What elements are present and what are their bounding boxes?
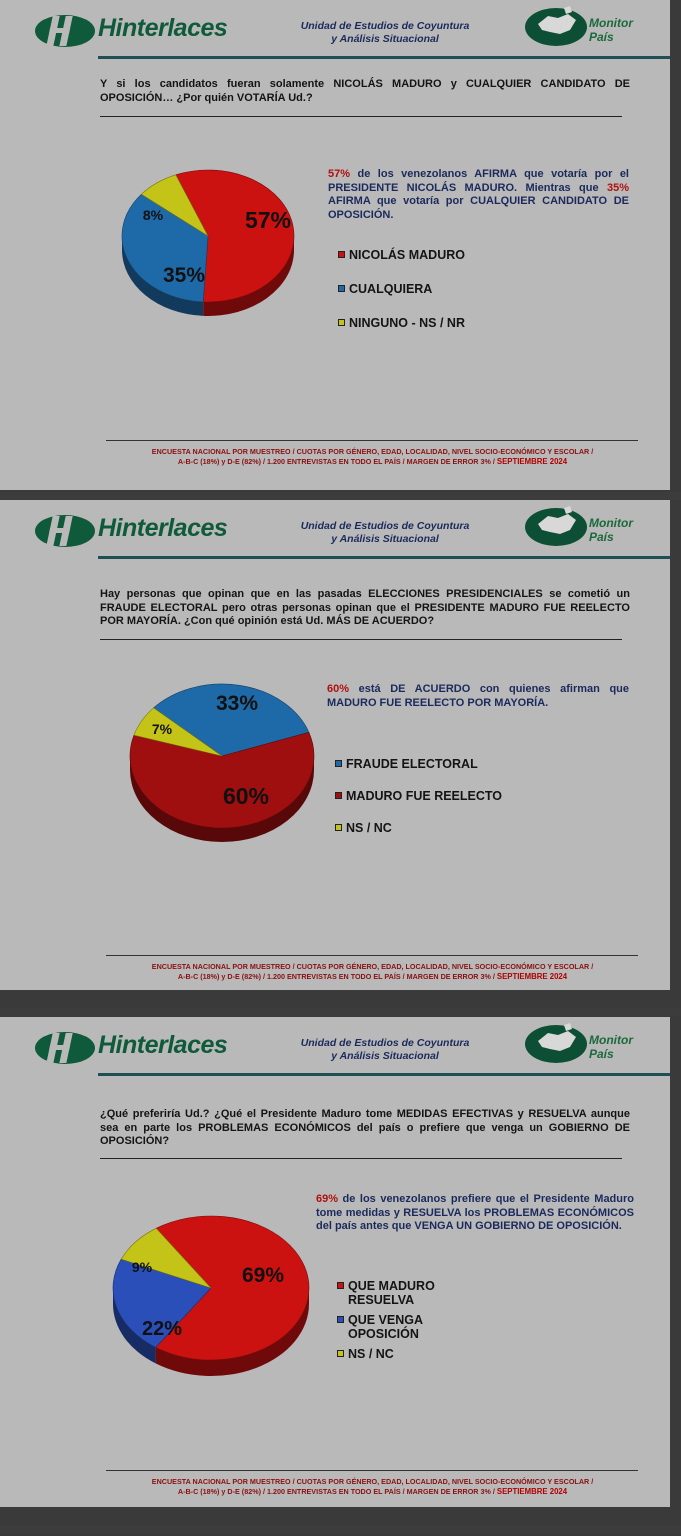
legend-swatch xyxy=(335,760,342,767)
legend-item: NINGUNO - NS / NR xyxy=(338,316,498,330)
brand-name: Hinterlaces xyxy=(98,514,228,542)
slide-3 xyxy=(0,1017,670,1507)
brand-name: Hinterlaces xyxy=(98,14,228,42)
question: ¿Qué preferiría Ud.? ¿Qué el Presidente Maduro tome MEDIDAS EFECTIVAS y RESUELVA aunque sea en parte los PROBLEMAS ECONÓMICOS del país o prefiere que venga un GOBIERNO DE OPOSICIÓN? xyxy=(100,1108,630,1147)
legend-swatch xyxy=(338,285,345,292)
pie-chart xyxy=(107,1192,317,1380)
unit-title: Unidad de Estudios de Coyuntura y Análisis Situacional xyxy=(300,520,470,545)
footer: ENCUESTA NACIONAL POR MUESTREO / CUOTAS POR GÉNERO, EDAD, LOCALIDAD, NIVEL SOCIO-ECONÓMICO Y ESCOLAR / A-B-C (18%) y D-E (82%) / 1.200 ENTREVISTAS EN TODO EL PAÍS / MARGEN DE ERROR 3% / SEPTIEMBRE 2024 xyxy=(151,962,594,981)
legend-swatch xyxy=(337,1350,344,1357)
question: Y si los candidatos fueran solamente NICOLÁS MADURO y CUALQUIER CANDIDATO DE OPOSICIÓN… ¿Por quién VOTARÍA Ud.? xyxy=(100,78,630,104)
pie-data-label: 9% xyxy=(131,1259,153,1275)
legend xyxy=(335,757,525,835)
legend-item: NS / NC xyxy=(335,821,525,835)
unit-title: Unidad de Estudios de Coyuntura y Análisis Situacional xyxy=(300,1037,470,1062)
legend-item: CUALQUIERA xyxy=(338,282,498,296)
finding-note: 57% de los venezolanos AFIRMA que votaría por el PRESIDENTE NICOLÁS MADURO. Mientras que 35% AFIRMA que votaría por CUALQUIER CANDIDATO DE OPOSICIÓN. xyxy=(328,168,629,221)
slide-separator xyxy=(0,1525,681,1533)
legend-item: FRAUDE ELECTORAL xyxy=(335,757,525,771)
footer: ENCUESTA NACIONAL POR MUESTREO / CUOTAS POR GÉNERO, EDAD, LOCALIDAD, NIVEL SOCIO-ECONÓMICO Y ESCOLAR / A-B-C (18%) y D-E (82%) / 1.200 ENTREVISTAS EN TODO EL PAÍS / MARGEN DE ERROR 3% / SEPTIEMBRE 2024 xyxy=(151,1477,594,1496)
unit-title: Unidad de Estudios de Coyuntura y Análisis Situacional xyxy=(300,20,470,45)
legend-swatch xyxy=(337,1282,344,1289)
hinterlaces-logo-icon xyxy=(34,510,96,550)
legend-swatch xyxy=(335,824,342,831)
monitor-pais-logo-icon xyxy=(524,1021,588,1065)
header-rule xyxy=(98,556,670,559)
legend xyxy=(337,1279,447,1361)
slide-2 xyxy=(0,500,670,990)
header-rule xyxy=(98,1073,670,1076)
slide-separator xyxy=(0,1008,681,1016)
footer-rule xyxy=(106,440,638,441)
pie-chart xyxy=(124,674,322,852)
legend-item: MADURO FUE REELECTO xyxy=(335,789,525,803)
footer: ENCUESTA NACIONAL POR MUESTREO / CUOTAS POR GÉNERO, EDAD, LOCALIDAD, NIVEL SOCIO-ECONÓMICO Y ESCOLAR / A-B-C (18%) y D-E (82%) / 1.200 ENTREVISTAS EN TODO EL PAÍS / MARGEN DE ERROR 3% / SEPTIEMBRE 2024 xyxy=(151,447,594,466)
legend xyxy=(338,248,498,330)
pie-data-label: 35% xyxy=(162,264,206,287)
pie-data-label: 57% xyxy=(244,207,292,233)
question-underline xyxy=(100,1158,622,1159)
footer-rule xyxy=(106,955,638,956)
header xyxy=(0,500,670,564)
brand-name: Hinterlaces xyxy=(98,1031,228,1059)
legend-item: QUE MADURO RESUELVA xyxy=(337,1279,447,1307)
question-underline xyxy=(100,639,622,640)
footer-rule xyxy=(106,1470,638,1471)
pie-data-label: 69% xyxy=(241,1264,285,1287)
finding-note: 60% está DE ACUERDO con quienes afirman que MADURO FUE REELECTO POR MAYORÍA. xyxy=(327,683,629,709)
finding-note: 69% de los venezolanos prefiere que el Presidente Maduro tome medidas y RESUELVA los PROBLEMAS ECONÓMICOS del país antes que VENGA UN GOBIERNO DE OPOSICIÓN. xyxy=(316,1193,634,1232)
monitor-pais-logo-icon xyxy=(524,504,588,548)
header-rule xyxy=(98,56,670,59)
pie-data-label: 22% xyxy=(141,1318,183,1340)
pie-chart xyxy=(118,158,298,333)
legend-swatch xyxy=(335,792,342,799)
legend-item: NS / NC xyxy=(337,1347,447,1361)
question: Hay personas que opinan que en las pasadas ELECCIONES PRESIDENCIALES se cometió un FRAUDE ELECTORAL pero otras personas opinan que el PRESIDENTE MADURO FUE REELECTO POR MAYORÍA. ¿Con qué opinión está Ud. MÁS DE ACUERDO? xyxy=(100,588,630,627)
legend-item: QUE VENGA OPOSICIÓN xyxy=(337,1313,447,1341)
pie-data-label: 8% xyxy=(142,207,164,223)
slide-separator xyxy=(0,492,681,500)
legend-swatch xyxy=(338,251,345,258)
legend-swatch xyxy=(338,319,345,326)
monitor-pais-logo-icon xyxy=(524,4,588,48)
monitor-pais-text: Monitor País xyxy=(589,1033,633,1061)
monitor-pais-text: Monitor País xyxy=(589,516,633,544)
monitor-pais-text: Monitor País xyxy=(589,16,633,44)
header xyxy=(0,1017,670,1081)
pie-data-label: 33% xyxy=(215,692,259,715)
pie-data-label: 7% xyxy=(151,721,173,737)
legend-item: NICOLÁS MADURO xyxy=(338,248,498,262)
hinterlaces-logo-icon xyxy=(34,1027,96,1067)
pie-data-label: 60% xyxy=(222,783,270,809)
header xyxy=(0,0,670,64)
slide-1 xyxy=(0,0,670,490)
hinterlaces-logo-icon xyxy=(34,10,96,50)
question-underline xyxy=(100,116,622,117)
legend-swatch xyxy=(337,1316,344,1323)
